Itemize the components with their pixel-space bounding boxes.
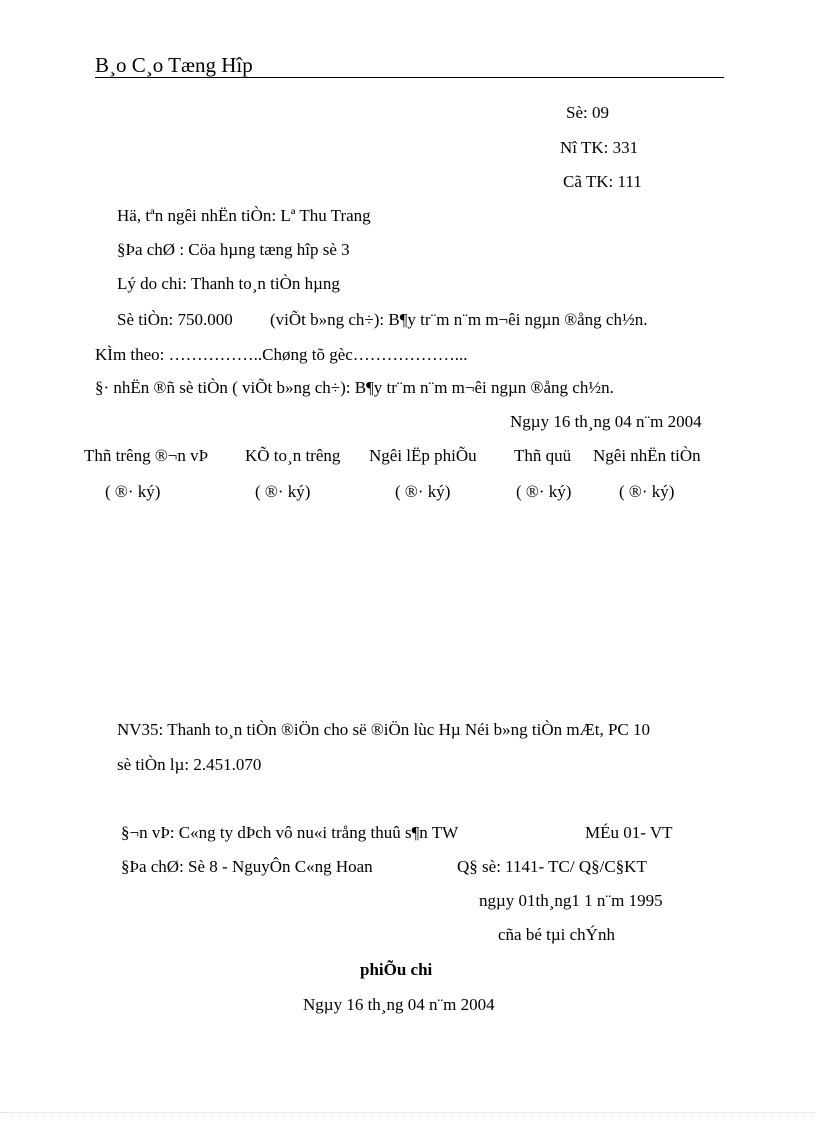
amount-in-words: (viÕt b»ng ch÷): B¶y tr¨m n¨m m¬êi ngµn ®ång ch½n. [270,310,648,329]
signature-mark-receiver: ( ®· ký) [619,482,675,501]
received-amount-line: §· nhËn ®ñ sè tiÒn ( viÕt b»ng ch÷): B¶y tr¨m n¨m m¬êi ngµn ®ång ch½n. [95,378,614,397]
voucher-number: Sè: 09 [566,103,609,122]
org-address: §Þa chØ: Sè 8 - NguyÔn C«ng Hoan [121,857,373,876]
slip-date: Ngµy 16 th¸ng 04 n¨m 2004 [303,995,495,1014]
form-code: MÉu 01- VT [585,823,673,842]
decision-number: Q§ sè: 1141- TC/ Q§/C§KT [457,857,647,876]
signature-role-receiver: Ngêi nhËn tiÒn [593,446,701,465]
attached-documents-line: KÌm theo: ……………..Chøng tõ gèc………………... [95,345,468,364]
signature-mark-chief-accountant: ( ®· ký) [255,482,311,501]
org-unit: §¬n vÞ: C«ng ty dÞch vô nu«i trång thuû s¶n TW [121,823,459,842]
payment-reason-line: Lý do chi: Thanh to¸n tiÒn hµng [117,274,340,293]
signature-mark-preparer: ( ®· ký) [395,482,451,501]
payee-address-line: §Þa chØ : Cöa hµng tæng hîp sè 3 [117,240,350,259]
payee-name-line: Hä, tªn ngêi nhËn tiÒn: Lª Thu Trang [117,206,371,225]
page-bottom-edge [0,1112,816,1113]
nv35-description: NV35: Thanh to¸n tiÒn ®iÖn cho së ®iÖn lùc Hµ Néi b»ng tiÒn mÆt, PC 10 [117,720,651,739]
signature-role-chief-accountant: KÕ to¸n trêng [245,446,341,465]
voucher-date: Ngµy 16 th¸ng 04 n¨m 2004 [510,412,702,431]
debit-account: Nî TK: 331 [560,138,639,157]
amount-number: Sè tiÒn: 750.000 [117,310,233,329]
issuing-ministry: cña bé tµi chÝnh [498,925,615,944]
nv35-amount: sè tiÒn lµ: 2.451.070 [117,755,262,774]
header-rule [95,77,724,78]
credit-account: Cã TK: 111 [563,172,642,191]
signature-role-cashier: Thñ quü [514,446,572,465]
signature-role-preparer: Ngêi lËp phiÕu [369,446,477,465]
signature-mark-cashier: ( ®· ký) [516,482,572,501]
decision-date: ngµy 01th¸ng1 1 n¨m 1995 [479,891,663,910]
signature-role-unit-head: Thñ trêng ®¬n vÞ [84,446,209,465]
document-header-title: B¸o C¸o Tæng Hîp [95,53,253,77]
slip-title: phiÕu chi [360,960,433,979]
signature-mark-unit-head: ( ®· ký) [105,482,161,501]
